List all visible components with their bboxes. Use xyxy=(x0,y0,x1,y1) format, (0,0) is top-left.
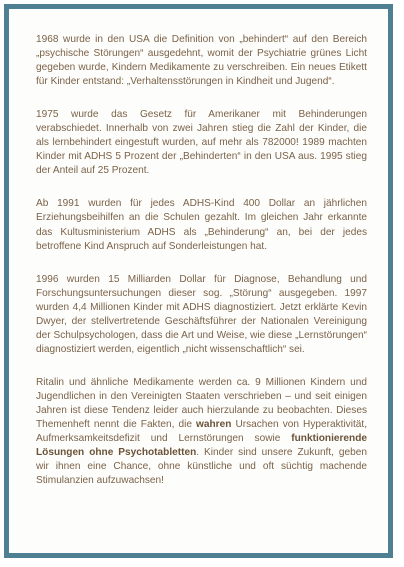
text-body xyxy=(36,33,367,488)
paragraph-text: Ab 1991 wurden für jedes ADHS-Kind 400 Dollar an jährlichen Erziehungsbeihilfen an die Schulen gezahlt. Im gleichen Jahr erkannte das Kultusministerium ADHS als „Behinderung“ an, bei der jedes betroffene Kind Anspruch auf Sonderleistungen hat. xyxy=(36,198,367,252)
emphasis-loesungen: funktionierende Lösungen ohne Psychotabletten xyxy=(36,433,367,459)
paragraph-1968 xyxy=(36,33,367,89)
paragraph-text: 1968 wurde in den USA die Definition von „behindert“ auf den Bereich „psychische Störungen“ ausgedehnt, womit der Psychiatrie grünes Licht gegeben wurde, Kindern Medikamente zu verschreiben. Ein neues Etikett für Kinder entstand: „Verhaltensstörungen in Kindheit und Jugend“. xyxy=(36,34,367,88)
paragraph-1991 xyxy=(36,197,367,253)
paragraph-text: 1975 wurde das Gesetz für Amerikaner mit Behinderungen verabschiedet. Innerhalb von zwei Jahren stieg die Zahl der Kinder, die als lernbehindert eingestuft wurden, auf mehr als 782000! 1989 machten Kinder mit ADHS 5 Prozent der „Behinderten“ in den USA aus. 1995 stieg der Anteil auf 25 Prozent. xyxy=(36,109,367,177)
paragraph-1996 xyxy=(36,273,367,357)
paragraph-1975 xyxy=(36,108,367,178)
paragraph-text: . Kinder sind unsere Zukunft, geben wir ihnen eine Chance, ohne künstliche und oft süchtig machende Stimulanzien aufzuwachsen! xyxy=(36,447,368,487)
emphasis-wahren: wahren xyxy=(196,419,232,431)
paragraph-text: 1996 wurden 15 Milliarden Dollar für Diagnose, Behandlung und Forschungsuntersuchungen dieser sog. „Störung“ ausgegeben. 1997 wurden 4,4 Millionen Kinder mit ADHS diagnostiziert. Jetzt erklärte Kevin Dwyer, der stellvertretende Geschäftsführer der Nationalen Vereinigung der Schulpsychologen, dass die Art und Weise, wie diese „Lernstörungen“ diagnostiziert werden, eigentlich „nicht wissenschaftlich“ sei. xyxy=(36,273,367,355)
paragraph-text: Ritalin und ähnliche Medikamente werden ca. 9 Millionen Kindern und Jugendlichen in den Vereinigten Staaten verschrieben – und seit einigen Jahren ist diese Tendenz leider auch hierzulande zu beobachten. Dieses Themenheft nennt die Fakten, die xyxy=(36,376,367,431)
paragraph-text: Ursachen von Hyperaktivität, Aufmerksamkeitsdefizit und Lernstörungen sowie xyxy=(36,419,367,445)
paragraph-ritalin xyxy=(36,376,367,488)
